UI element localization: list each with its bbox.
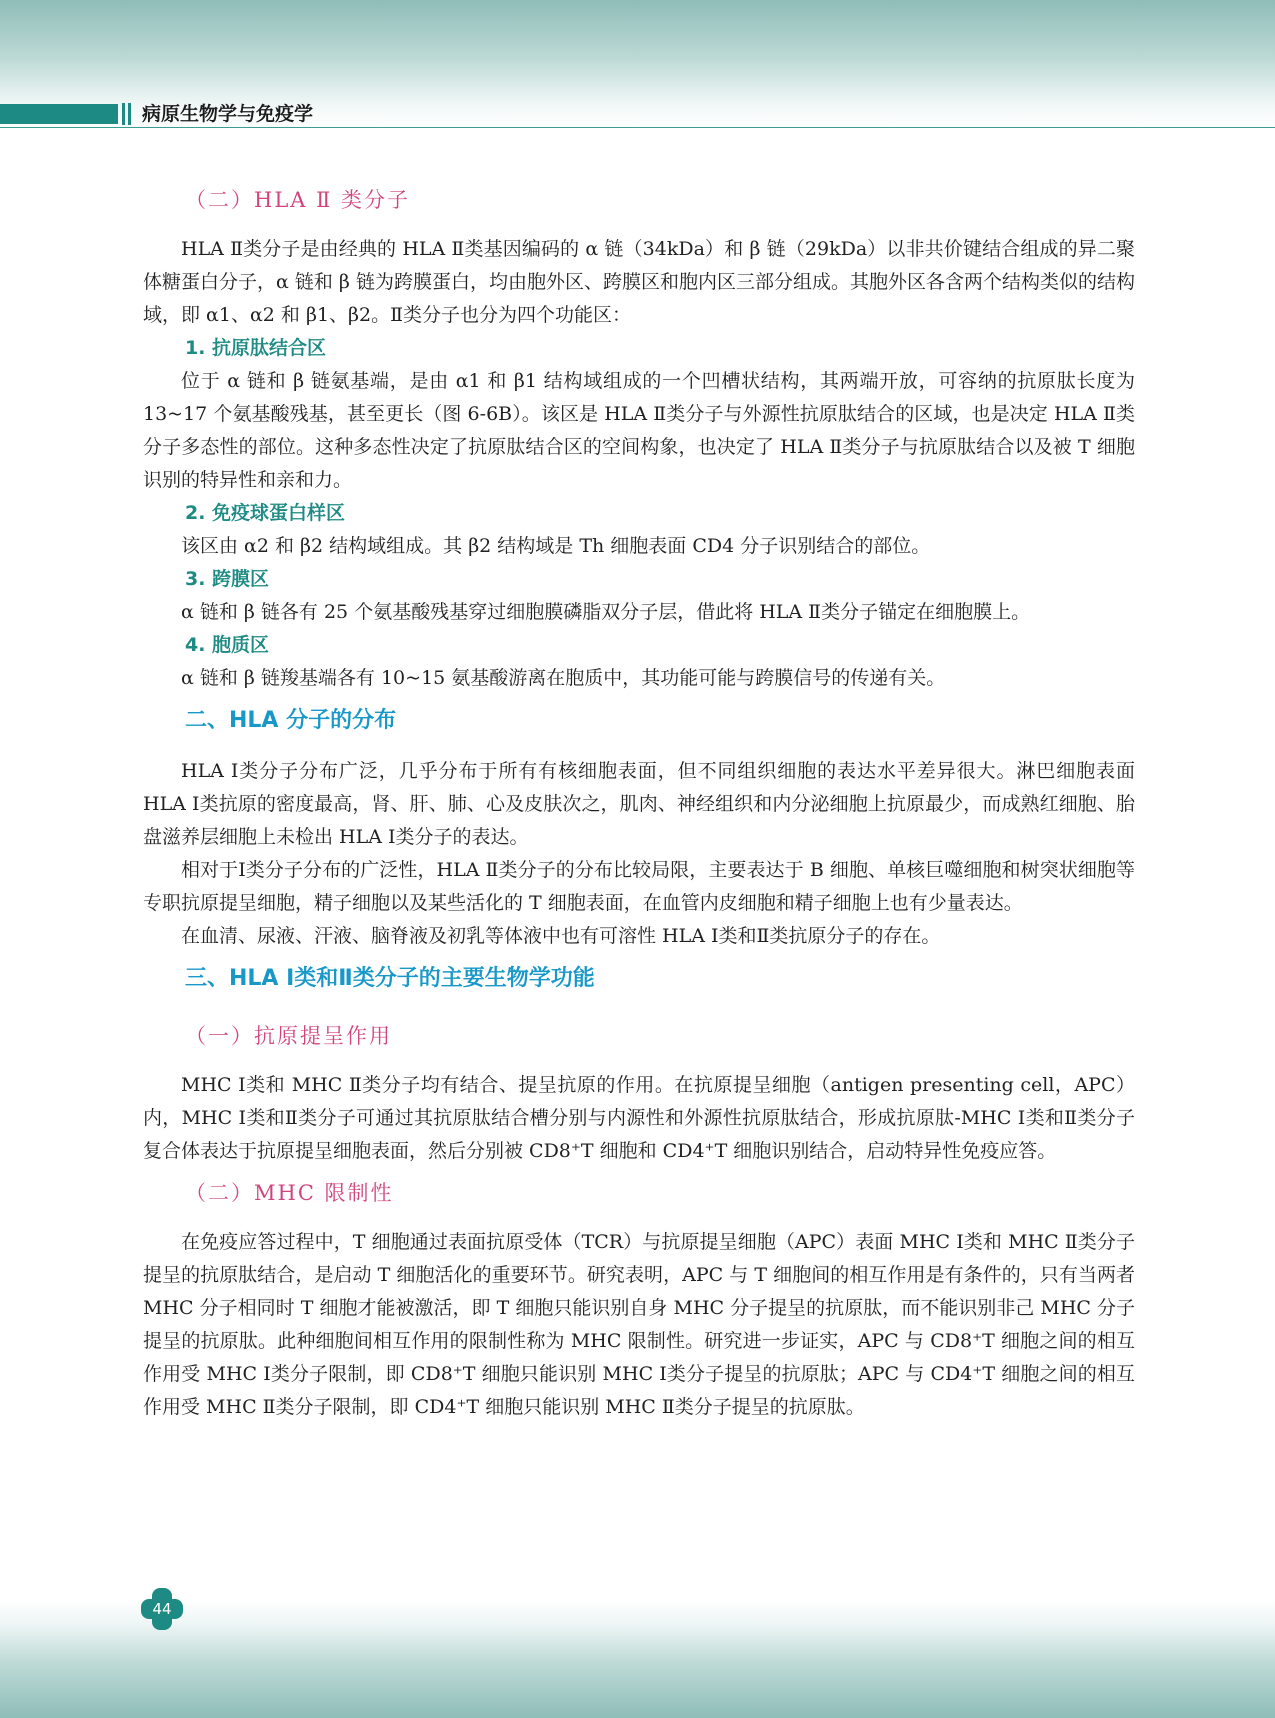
numbered-heading: 1. 抗原肽结合区 [185,337,327,359]
numbered-heading: 2. 免疫球蛋白样区 [185,502,346,524]
subheading-mhc-restriction: （二）MHC 限制性 [185,1181,394,1205]
page-number-badge [141,1588,183,1630]
paragraph: 在血清、尿液、汗液、脑脊液及初乳等体液中也有可溶性 HLA Ⅰ类和Ⅱ类抗原分子的存在。 [181,925,941,947]
paragraph: HLA Ⅰ类分子分布广泛，几乎分布于所有有核细胞表面，但不同组织细胞的表达水平差异很大。淋巴细胞表面 HLA Ⅰ类抗原的密度最高，肾、肝、肺、心及皮肤次之，肌肉、神经组织和内分泌细胞上抗原最少，而成熟红细胞、胎盘滋养层细胞上未检出 HLA Ⅰ类分子的表达。 [143,760,1135,848]
paragraph: 位于 α 链和 β 链氨基端，是由 α1 和 β1 结构域组成的一个凹槽状结构，其两端开放，可容纳的抗原肽长度为 13~17 个氨基酸残基，甚至更长（图 6-6B）。该区是 HLA Ⅱ类分子与外源性抗原肽结合的区域，也是决定 HLA Ⅱ类分子多态性的部位。这种多态性决定了抗原肽结合区的空间构象，也决定了 HLA Ⅱ类分子与抗原肽结合以及被 T 细胞识别的特异性和亲和力。 [143,370,1135,491]
subheading-antigen-presentation: （一）抗原提呈作用 [185,1024,392,1048]
header-color-bar [0,104,118,124]
header-rule [0,127,1275,128]
subheading-hla-class-ii: （二）HLA Ⅱ 类分子 [185,188,411,212]
paragraph: 该区由 α2 和 β2 结构域组成。其 β2 结构域是 Th 细胞表面 CD4 分子识别结合的部位。 [181,535,931,557]
paragraph: MHC Ⅰ类和 MHC Ⅱ类分子均有结合、提呈抗原的作用。在抗原提呈细胞（antigen presenting cell，APC）内，MHC Ⅰ类和Ⅱ类分子可通过其抗原肽结合槽分别与内源性和外源性抗原肽结合，形成抗原肽-MHC Ⅰ类和Ⅱ类分子复合体表达于抗原提呈细胞表面，然后分别被 CD8⁺T 细胞和 CD4⁺T 细胞识别结合，启动特异性免疫应答。 [143,1074,1135,1162]
paragraph: α 链和 β 链羧基端各有 10~15 氨基酸游离在胞质中，其功能可能与跨膜信号的传递有关。 [181,667,946,689]
section-heading-functions: 三、HLA Ⅰ类和Ⅱ类分子的主要生物学功能 [185,966,595,991]
numbered-heading: 4. 胞质区 [185,634,270,656]
section-heading-distribution: 二、HLA 分子的分布 [185,708,397,733]
header-stripes [122,103,134,125]
paragraph: HLA Ⅱ类分子是由经典的 HLA Ⅱ类基因编码的 α 链（34kDa）和 β 链（29kDa）以非共价键结合组成的异二聚体糖蛋白分子，α 链和 β 链为跨膜蛋白，均由胞外区、跨膜区和胞内区三部分组成。其胞外区各含两个结构类似的结构域，即 α1、α2 和 β1、β2。Ⅱ类分子也分为四个功能区： [143,238,1135,326]
paragraph: α 链和 β 链各有 25 个氨基酸残基穿过细胞膜磷脂双分子层，借此将 HLA Ⅱ类分子锚定在细胞膜上。 [181,601,1031,623]
paragraph: 相对于Ⅰ类分子分布的广泛性，HLA Ⅱ类分子的分布比较局限，主要表达于 B 细胞、单核巨噬细胞和树突状细胞等专职抗原提呈细胞，精子细胞以及某些活化的 T 细胞表面，在血管内皮细胞和精子细胞上也有少量表达。 [143,859,1135,914]
page-number: 44 [152,1600,172,1618]
numbered-heading: 3. 跨膜区 [185,568,270,590]
paragraph: 在免疫应答过程中，T 细胞通过表面抗原受体（TCR）与抗原提呈细胞（APC）表面 MHC Ⅰ类和 MHC Ⅱ类分子提呈的抗原肽结合，是启动 T 细胞活化的重要环节。研究表明，APC 与 T 细胞间的相互作用是有条件的，只有当两者 MHC 分子相同时 T 细胞才能被激活，即 T 细胞只能识别自身 MHC 分子提呈的抗原肽，而不能识别非己 MHC 分子提呈的抗原肽。此种细胞间相互作用的限制性称为 MHC 限制性。研究进一步证实，APC 与 CD8⁺T 细胞之间的相互作用受 MHC Ⅰ类分子限制，即 CD8⁺T 细胞只能识别 MHC Ⅰ类分子提呈的抗原肽；APC 与 CD4⁺T 细胞之间的相互作用受 MHC Ⅱ类分子限制，即 CD4⁺T 细胞只能识别 MHC Ⅱ类分子提呈的抗原肽。 [143,1231,1135,1418]
running-header-title: 病原生物学与免疫学 [142,103,314,125]
page-body [143,185,1135,1424]
page-bottom-band [0,1600,1275,1718]
